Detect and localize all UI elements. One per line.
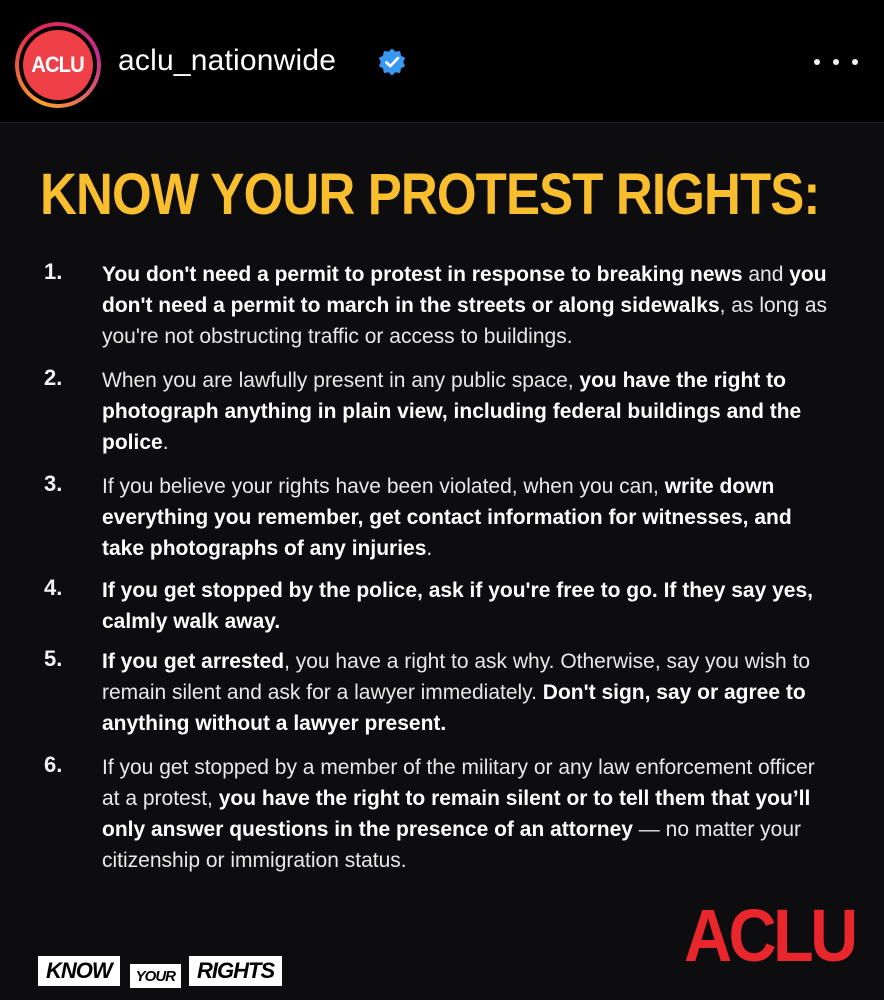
- aclu-logo: ACLU: [684, 894, 855, 977]
- post-header: [0, 0, 884, 123]
- item-text-bold: you don't need a permit to march in the streets or along sidewalks: [102, 263, 827, 317]
- item-text-regular: When you are lawfully present in any public space,: [102, 369, 580, 392]
- item-text-regular: If you believe your rights have been violated, when you can,: [102, 475, 665, 498]
- item-text-bold: Don't sign, say or agree to anything without a lawyer present.: [102, 681, 806, 735]
- item-text-regular: — no matter your citizenship or immigration status.: [102, 818, 802, 872]
- item-text: [102, 575, 832, 637]
- item-text-regular: , as long as you're not obstructing traffic or access to buildings.: [102, 294, 828, 348]
- item-number: 4.: [44, 575, 63, 600]
- badge-rights: RIGHTS: [189, 956, 282, 986]
- item-text: [102, 646, 832, 739]
- item-text-bold: write down everything you remember, get contact information for witnesses, and take photographs of any injuries: [102, 475, 792, 560]
- avatar[interactable]: [23, 30, 93, 100]
- more-dot: [833, 59, 839, 65]
- post-title: KNOW YOUR PROTEST RIGHTS:: [40, 162, 820, 227]
- item-number: 5.: [44, 646, 63, 671]
- item-number: 3.: [44, 471, 63, 496]
- more-dot: [852, 59, 858, 65]
- badge-your: YOUR: [130, 964, 181, 988]
- item-text-regular: If you get stopped by a member of the military or any law enforcement officer at a protest,: [102, 756, 815, 810]
- item-number: 2.: [44, 365, 63, 390]
- more-options-icon[interactable]: [814, 48, 858, 76]
- item-text-regular: .: [426, 537, 433, 560]
- know-your-rights-badge: [38, 946, 282, 986]
- avatar-logo-text: ACLU: [31, 52, 85, 77]
- item-text-regular: , you have a right to ask why. Otherwise, say you wish to remain silent and ask for a lawyer immediately.: [102, 650, 811, 704]
- item-text: [102, 259, 832, 352]
- badge-know: KNOW: [38, 956, 120, 986]
- item-text-bold: you have the right to photograph anything in plain view, including federal buildings and the police: [102, 369, 802, 454]
- verified-badge-icon: [377, 47, 407, 77]
- item-text-bold: If you get stopped by the police, ask if you're free to go. If they say yes, calmly walk away.: [102, 579, 813, 633]
- item-text: [102, 471, 832, 564]
- item-text: [102, 752, 832, 876]
- item-text-bold: You don't need a permit to protest in response to breaking news: [102, 263, 743, 286]
- item-text-regular: and: [742, 263, 790, 286]
- post-image: [0, 123, 884, 1000]
- more-dot: [814, 59, 820, 65]
- item-text-regular: .: [162, 431, 169, 454]
- item-number: 1.: [44, 259, 63, 284]
- item-number: 6.: [44, 752, 63, 777]
- item-text-bold: you have the right to remain silent or to tell them that you’ll only answer questions in the presence of an attorney: [102, 787, 811, 841]
- username-link[interactable]: aclu_nationwide: [118, 44, 337, 77]
- item-text: [102, 365, 832, 458]
- story-ring[interactable]: [15, 22, 101, 108]
- item-text-bold: If you get arrested: [102, 650, 285, 673]
- avatar-gap: [19, 26, 97, 104]
